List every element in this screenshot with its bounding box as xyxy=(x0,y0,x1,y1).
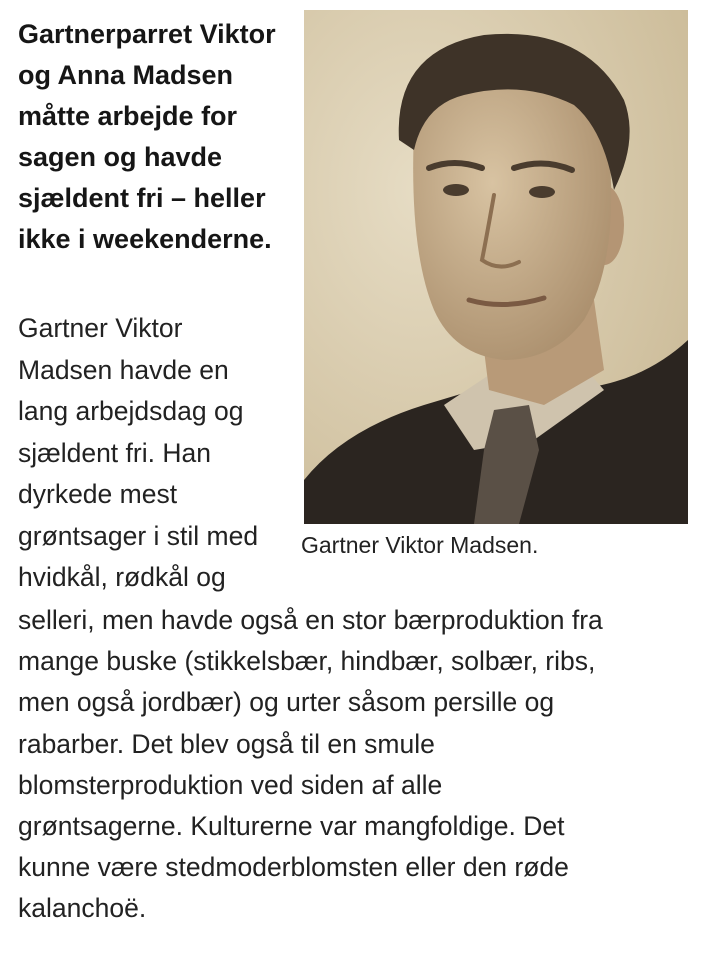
eye-right xyxy=(529,186,555,198)
headline xyxy=(18,14,308,260)
body-line: men også jordbær) og urter såsom persille og xyxy=(18,687,555,718)
headline-line: sagen og havde xyxy=(18,142,223,172)
body-line: selleri, men havde også en stor bærproduktion fra xyxy=(18,605,603,635)
body-line: Gartner Viktor xyxy=(18,313,183,343)
headline-line: måtte arbejde for xyxy=(18,101,238,131)
body-line: grøntsager i stil med xyxy=(18,520,259,551)
body-line: sjældent fri. Han xyxy=(18,437,211,468)
body-line: kalanchoë. xyxy=(18,893,147,924)
body-paragraph-wide xyxy=(18,600,698,930)
body-line: Madsen havde en xyxy=(18,354,229,385)
body-line: rabarber. Det blev også til en smule xyxy=(18,728,435,759)
body-line: dyrkede mest xyxy=(18,479,178,509)
body-line: mange buske (stikkelsbær, hindbær, solbær, ribs, xyxy=(18,646,596,677)
body-line: kunne være stedmoderblomsten eller den røde xyxy=(18,852,569,883)
body-line: lang arbejdsdag og xyxy=(18,396,244,426)
body-line: blomsterproduktion ved siden af alle xyxy=(18,769,443,800)
photo-caption: Gartner Viktor Madsen. xyxy=(301,532,539,558)
body-paragraph-narrow xyxy=(18,308,698,599)
eye-left xyxy=(443,184,469,196)
headline-line: sjældent fri – heller xyxy=(18,183,266,213)
headline-line: Gartnerparret Viktor xyxy=(18,19,276,49)
headline-line: ikke i weekenderne. xyxy=(18,224,272,254)
headline-line: og Anna Madsen xyxy=(18,60,234,90)
body-line: hvidkål, rødkål og xyxy=(18,562,226,592)
body-line: grøntsagerne. Kulturerne var mangfoldige. Det xyxy=(18,811,565,842)
